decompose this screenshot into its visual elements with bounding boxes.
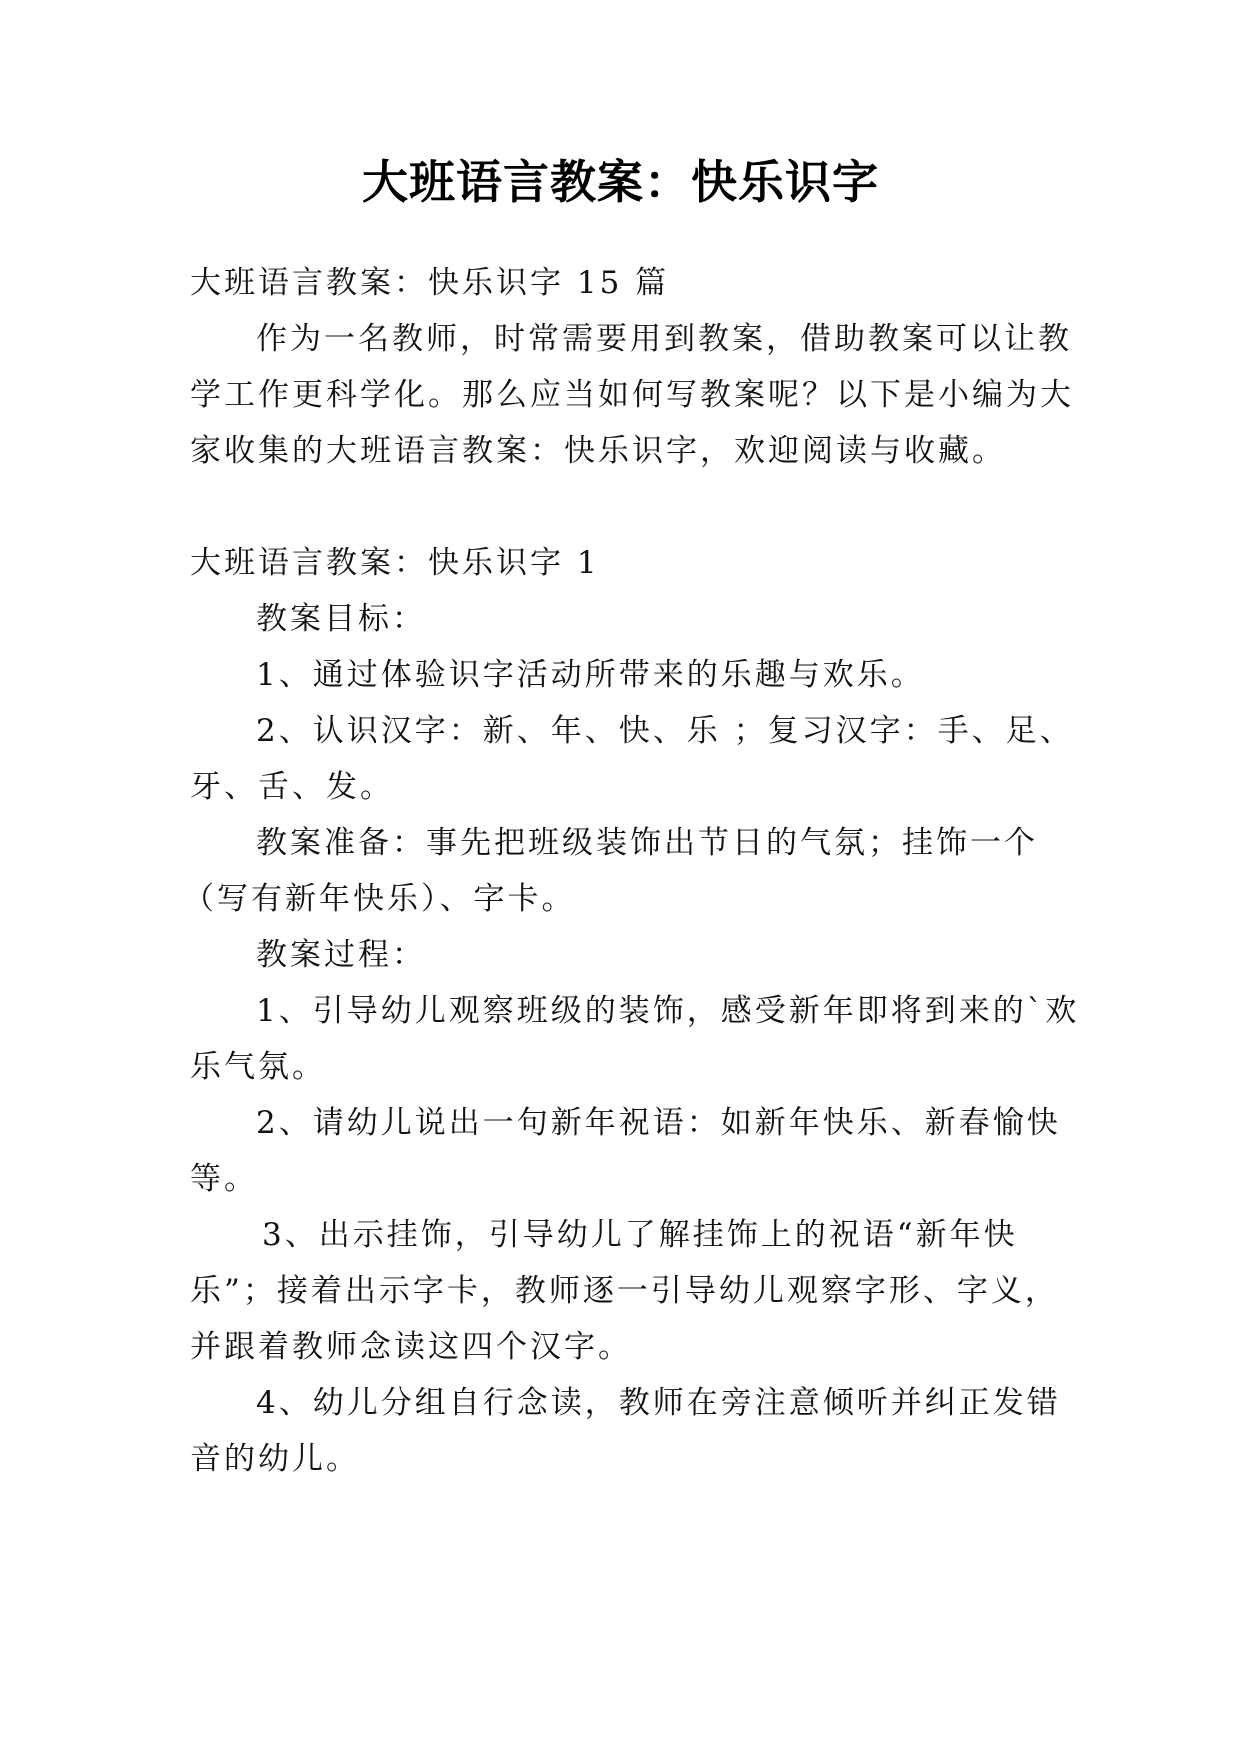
paragraph-line: 等。	[190, 1161, 258, 1197]
paragraph-line: 4、幼儿分组自行念读，教师在旁注意倾听并纠正发错	[256, 1385, 1061, 1421]
paragraph-line: 乐气氛。	[190, 1049, 326, 1085]
paragraph-line: 教案目标：	[256, 601, 426, 637]
section-heading: 大班语言教案：快乐识字 1	[190, 545, 600, 581]
paragraph-line: 乐”；接着出示字卡，教师逐一引导幼儿观察字形、字义，	[190, 1273, 1059, 1309]
paragraph-line: 1、引导幼儿观察班级的装饰，感受新年即将到来的`欢	[256, 993, 1080, 1029]
paragraph-line: 2、认识汉字：新、年、快、乐 ；复习汉字：手、足、	[256, 713, 1074, 749]
paragraph-line: 并跟着教师念读这四个汉字。	[190, 1329, 632, 1365]
paragraph-line: 1、通过体验识字活动所带来的乐趣与欢乐。	[256, 657, 925, 693]
paragraph-line: 教案过程：	[256, 937, 426, 973]
paragraph-line: 家收集的大班语言教案：快乐识字，欢迎阅读与收藏。	[190, 433, 1006, 469]
paragraph-line: 2、请幼儿说出一句新年祝语：如新年快乐、新春愉快	[256, 1105, 1061, 1141]
section-heading: 大班语言教案：快乐识字 15 篇	[190, 265, 670, 301]
paragraph-line: 学工作更科学化。那么应当如何写教案呢？以下是小编为大	[190, 377, 1074, 413]
paragraph-line: （写有新年快乐）、字卡。	[183, 881, 576, 917]
paragraph-line: 教案准备：事先把班级装饰出节日的气氛；挂饰一个	[256, 825, 1038, 861]
paragraph-line: 3、出示挂饰，引导幼儿了解挂饰上的祝语“新年快	[262, 1217, 1018, 1253]
paragraph-line: 作为一名教师，时常需要用到教案，借助教案可以让教	[256, 321, 1072, 357]
paragraph-line: 牙、舌、发。	[190, 769, 394, 805]
paragraph-line: 音的幼儿。	[190, 1441, 360, 1477]
document-title: 大班语言教案：快乐识字	[362, 155, 879, 209]
